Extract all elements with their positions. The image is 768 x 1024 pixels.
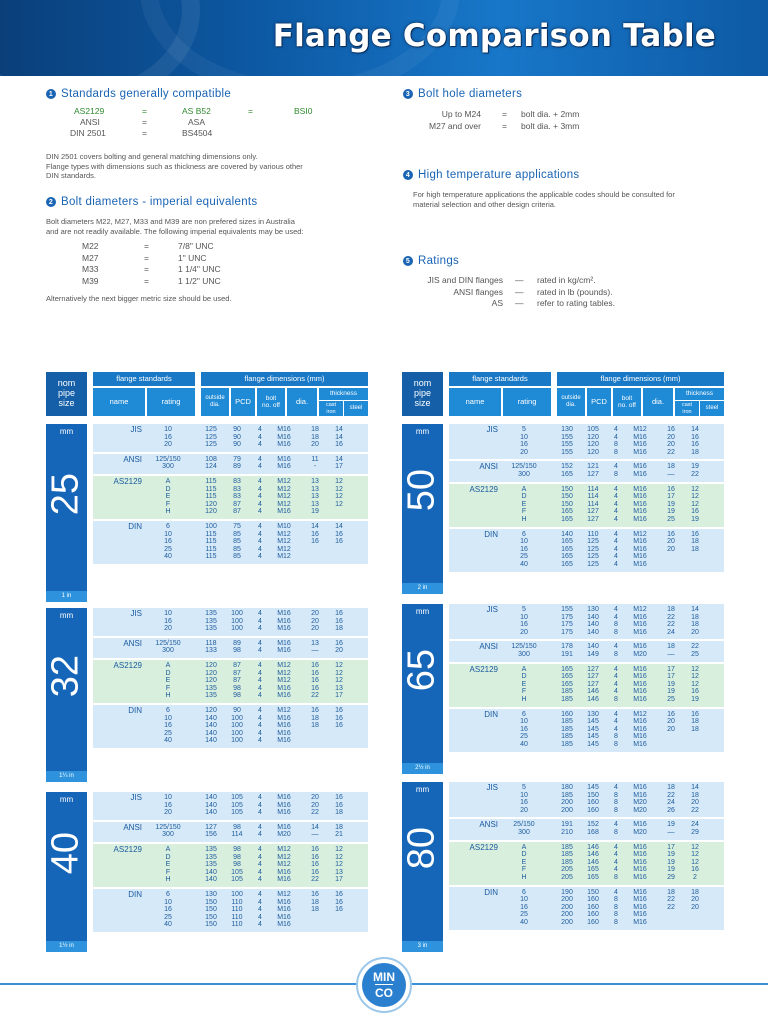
cell-dia: M12 M16 M16 M16 bbox=[633, 426, 647, 456]
unit-label: mm bbox=[59, 427, 74, 436]
cell-pcd: 100 100 100 bbox=[231, 610, 243, 633]
dia-header: dia. bbox=[287, 388, 317, 416]
cell-od: 152 165 bbox=[561, 463, 573, 478]
cell-od: 125 125 125 bbox=[205, 426, 217, 449]
standard-name: DIN bbox=[128, 522, 142, 531]
cell-cast: 17 17 19 19 25 bbox=[667, 665, 675, 703]
cell-dia: M16 M20 bbox=[277, 823, 291, 839]
cell-steel: 12 12 12 13 17 bbox=[335, 846, 343, 884]
standard-group-ansi bbox=[93, 454, 368, 474]
cell-pcd: 130 140 140 140 bbox=[587, 606, 599, 636]
cell-rating: 6 10 16 25 40 bbox=[520, 888, 528, 926]
cell-od: 108 124 bbox=[205, 455, 217, 471]
cell-rating: 125/150 300 bbox=[155, 455, 181, 471]
cell-od: 165 165 165 185 185 bbox=[561, 665, 573, 703]
cell-no: 4 4 4 4 8 bbox=[614, 665, 618, 703]
cell-cast: 20 20 20 bbox=[311, 610, 319, 633]
cell-rating: A D E F H bbox=[165, 662, 171, 700]
cell-dia: M16 M16 bbox=[633, 463, 647, 478]
cell-dia: M16 M16 bbox=[277, 455, 291, 471]
cell-steel: 16 18 18 bbox=[691, 710, 699, 733]
unit-label: mm bbox=[415, 427, 430, 436]
section-number-badge: 5 bbox=[403, 256, 413, 266]
cell-steel: 14 14 16 bbox=[335, 426, 343, 449]
size-block-50 bbox=[402, 424, 724, 594]
cell-dia: M12 M12 M12 M16 M16 bbox=[277, 662, 291, 700]
standard-name: ANSI bbox=[479, 642, 498, 652]
unit-label: mm bbox=[415, 607, 430, 616]
section-title: High temperature applications bbox=[418, 169, 580, 181]
cell-no: 4 4 4 4 4 bbox=[258, 707, 262, 745]
size-block-65 bbox=[402, 604, 724, 774]
cell-steel: 14 16 16 18 bbox=[691, 426, 699, 456]
dia-header: dia. bbox=[643, 388, 673, 416]
size-block-32 bbox=[46, 608, 368, 782]
standard-group-jis bbox=[93, 424, 368, 452]
standard-name: AS2129 bbox=[113, 845, 142, 854]
cell-steel: 12 12 12 16 2 bbox=[691, 843, 699, 881]
cell-steel: 16 16 18 bbox=[335, 794, 343, 817]
cell-steel: 24 29 bbox=[691, 821, 699, 836]
table-header bbox=[402, 372, 724, 416]
standard-group-as2129 bbox=[93, 660, 368, 703]
section-standards bbox=[46, 88, 376, 181]
cell-dia: M16 M16 M16 M16 M16 bbox=[633, 888, 647, 926]
standard-group-jis bbox=[449, 604, 724, 639]
cell-rating: 125/150 300 bbox=[155, 823, 181, 839]
pcd-header: PCD bbox=[587, 388, 611, 416]
cell-steel: 14 17 bbox=[335, 455, 343, 471]
nominal-size-label: 80 bbox=[400, 827, 443, 870]
nominal-size-bar bbox=[46, 424, 87, 602]
cell-steel: 12 12 12 16 19 bbox=[691, 665, 699, 703]
cast-iron-header: cast iron bbox=[319, 401, 343, 416]
standard-name: JIS bbox=[486, 605, 498, 614]
cell-od: 190 200 200 200 200 bbox=[561, 888, 573, 926]
cell-steel: 16 16 16 bbox=[335, 707, 343, 730]
standard-name: DIN bbox=[128, 706, 142, 715]
cell-dia: M12 M16 M16 M16 M16 bbox=[633, 710, 647, 748]
standard-name: JIS bbox=[486, 783, 498, 792]
standard-name: AS2129 bbox=[469, 664, 498, 674]
thickness-header: thickness bbox=[319, 388, 368, 400]
inch-size-label: 1¼ in bbox=[46, 771, 87, 782]
cell-rating: 10 16 20 bbox=[164, 610, 172, 633]
bolt-no-off-header: bolt no. off bbox=[613, 388, 641, 416]
bolt-no-off-header: bolt no. off bbox=[257, 388, 285, 416]
cell-no: 4 8 8 8 bbox=[614, 784, 618, 814]
cell-pcd: 100 110 110 110 110 bbox=[231, 891, 243, 929]
cell-no: 4 4 4 8 8 bbox=[614, 710, 618, 748]
standards-grid: AS2129 = AS B52 = BSI0 ANSI = ASA DIN 2501 = BS4504 bbox=[70, 106, 313, 138]
cell-pcd: 89 98 bbox=[233, 639, 241, 655]
cell-pcd: 130 145 145 145 145 bbox=[587, 710, 599, 748]
cell-no: 4 4 4 4 4 bbox=[258, 846, 262, 884]
section-title: Ratings bbox=[418, 255, 460, 267]
cell-rating: 6 10 16 25 40 bbox=[520, 710, 528, 748]
standard-name: JIS bbox=[130, 425, 142, 434]
section-number-badge: 2 bbox=[46, 197, 56, 207]
cell-no: 4 4 4 4 4 bbox=[614, 485, 618, 523]
cell-cast: 17 19 19 19 29 bbox=[667, 843, 675, 881]
cell-no: 4 4 4 bbox=[258, 426, 262, 449]
cell-no: 4 4 4 4 4 bbox=[258, 478, 262, 516]
cell-rating: A D E F H bbox=[165, 478, 171, 516]
standard-name: DIN bbox=[484, 887, 498, 897]
cell-pcd: 127 127 127 146 146 bbox=[587, 665, 599, 703]
cell-rating: 125/150 300 bbox=[511, 463, 537, 478]
cell-no: 4 4 4 4 4 bbox=[258, 662, 262, 700]
cell-od: 160 185 185 185 185 bbox=[561, 710, 573, 748]
cell-cast: 11 - bbox=[311, 455, 319, 471]
cell-pcd: 140 149 bbox=[587, 643, 599, 658]
cell-dia: M12 M16 M16 M16 bbox=[633, 606, 647, 636]
cell-cast: 19 — bbox=[667, 821, 675, 836]
cell-cast: 13 13 13 13 19 bbox=[311, 478, 319, 516]
cell-steel: 12 12 12 12 bbox=[335, 478, 343, 508]
cell-pcd: 105 105 105 bbox=[231, 794, 243, 817]
standard-name: AS2129 bbox=[469, 842, 498, 852]
nominal-size-label: 32 bbox=[44, 655, 87, 698]
steel-header: steel bbox=[344, 401, 368, 416]
section-title: Bolt diameters - imperial equivalents bbox=[61, 196, 258, 208]
section-bolt-hole: 3 Bolt hole diameters Up to M24 = bolt dia. + 2mm M27 and over = bolt dia. + 3mm bbox=[403, 88, 743, 134]
outside-dia-header: outside dia. bbox=[201, 388, 229, 416]
cell-cast: 14 — bbox=[311, 823, 319, 839]
page-header bbox=[0, 0, 768, 76]
standard-group-ansi bbox=[93, 638, 368, 658]
cell-cast: 13 — bbox=[311, 639, 319, 655]
cell-pcd: 75 85 85 85 85 bbox=[233, 523, 241, 561]
cell-dia: M12 M12 M12 M16 M16 bbox=[277, 846, 291, 884]
standard-group-jis bbox=[93, 608, 368, 636]
nominal-size-label: 65 bbox=[400, 649, 443, 692]
cell-pcd: 121 127 bbox=[587, 463, 599, 478]
cell-pcd: 114 114 114 127 127 bbox=[587, 485, 599, 523]
cell-pcd: 87 87 87 98 98 bbox=[233, 662, 241, 700]
standard-group-din bbox=[449, 529, 724, 572]
cell-rating: 6 10 16 25 40 bbox=[164, 523, 172, 561]
outside-dia-header: outside dia. bbox=[557, 388, 585, 416]
cell-cast: 16 20 20 bbox=[667, 530, 675, 553]
standard-group-din bbox=[93, 705, 368, 748]
table-header bbox=[46, 372, 368, 416]
cell-rating: 10 16 20 bbox=[164, 794, 172, 817]
cell-pcd: 90 90 90 bbox=[233, 426, 241, 449]
cell-dia: M12 M16 M16 M16 M16 bbox=[277, 891, 291, 929]
cell-dia: M12 M16 M16 M16 M16 bbox=[633, 530, 647, 568]
cell-rating: 25/150 300 bbox=[513, 821, 535, 836]
cell-cast: 16 20 20 22 bbox=[667, 426, 675, 456]
cell-no: 4 4 8 8 bbox=[614, 606, 618, 636]
standard-name: ANSI bbox=[123, 638, 142, 648]
section-number-badge: 4 bbox=[403, 170, 413, 180]
cell-no: 4 4 4 bbox=[258, 794, 262, 817]
cell-steel: 14 18 20 22 bbox=[691, 784, 699, 814]
cell-cast: 16 16 16 16 22 bbox=[311, 662, 319, 700]
cell-no: 4 4 4 4 4 bbox=[258, 891, 262, 929]
cell-no: 4 8 bbox=[614, 821, 618, 836]
nominal-size-bar bbox=[46, 792, 87, 952]
standard-group-as2129 bbox=[449, 664, 724, 707]
rating-header: rating bbox=[503, 388, 551, 416]
cell-steel: 16 20 bbox=[335, 639, 343, 655]
cell-rating: A D E F H bbox=[521, 485, 527, 523]
standard-name: ANSI bbox=[123, 454, 142, 464]
section-title: Bolt hole diameters bbox=[418, 88, 523, 100]
cell-od: 191 210 bbox=[561, 821, 573, 836]
cell-od: 120 140 140 140 140 bbox=[205, 707, 217, 745]
section-number-badge: 3 bbox=[403, 89, 413, 99]
standard-name: DIN bbox=[128, 890, 142, 899]
pcd-header: PCD bbox=[231, 388, 255, 416]
standard-group-as2129 bbox=[93, 844, 368, 887]
cell-rating: 10 16 20 bbox=[164, 426, 172, 449]
cast-iron-header: cast iron bbox=[675, 401, 699, 416]
nom-pipe-size-header: nom pipe size bbox=[46, 372, 87, 416]
flange-table-left bbox=[46, 372, 368, 952]
cell-no: 4 4 bbox=[258, 639, 262, 655]
flange-standards-header: flange standards bbox=[449, 372, 551, 386]
standard-group-jis bbox=[449, 782, 724, 817]
cell-dia: M16 M16 M16 M16 M16 bbox=[633, 665, 647, 703]
standard-name: ANSI bbox=[479, 820, 498, 830]
cell-od: 178 191 bbox=[561, 643, 573, 658]
cell-no: 4 4 bbox=[258, 823, 262, 839]
cell-no: 4 4 4 4 4 bbox=[258, 523, 262, 561]
unit-label: mm bbox=[59, 795, 74, 804]
inch-size-label: 3 in bbox=[402, 941, 443, 952]
cell-dia: M16 M20 bbox=[633, 821, 647, 836]
nominal-size-bar bbox=[46, 608, 87, 782]
standard-group-din bbox=[93, 889, 368, 932]
standard-name: AS2129 bbox=[113, 477, 142, 486]
cell-rating: 6 10 16 25 40 bbox=[164, 891, 172, 929]
standard-name: ANSI bbox=[123, 822, 142, 832]
name-header: name bbox=[93, 388, 145, 416]
cell-steel: 12 12 12 13 17 bbox=[335, 662, 343, 700]
section-number-badge: 1 bbox=[46, 89, 56, 99]
cell-rating: 6 10 16 25 40 bbox=[520, 530, 528, 568]
cell-dia: M16 M16 bbox=[277, 639, 291, 655]
cell-pcd: 90 100 100 100 100 bbox=[231, 707, 243, 745]
cell-od: 150 150 150 165 165 bbox=[561, 485, 573, 523]
standard-name: DIN bbox=[484, 529, 498, 539]
cell-no: 4 4 8 8 bbox=[614, 426, 618, 456]
cell-steel: 16 16 16 bbox=[335, 891, 343, 914]
cell-pcd: 98 98 98 105 105 bbox=[231, 846, 243, 884]
cell-steel: 18 21 bbox=[335, 823, 343, 839]
cell-steel: 14 16 16 bbox=[335, 523, 343, 546]
cell-cast: 20 20 22 bbox=[311, 794, 319, 817]
section-title: Standards generally compatible bbox=[61, 88, 232, 100]
standard-group-din bbox=[449, 887, 724, 930]
standard-name: JIS bbox=[130, 793, 142, 802]
standard-name: JIS bbox=[486, 425, 498, 434]
inch-size-label: 2 in bbox=[402, 583, 443, 594]
cell-pcd: 98 114 bbox=[231, 823, 243, 839]
standard-name: ANSI bbox=[479, 462, 498, 472]
standard-group-jis bbox=[93, 792, 368, 820]
cell-no: 4 8 bbox=[614, 643, 618, 658]
cell-pcd: 150 160 160 160 160 bbox=[587, 888, 599, 926]
size-block-25 bbox=[46, 424, 368, 602]
cell-rating: A D E F H bbox=[521, 843, 527, 881]
unit-label: mm bbox=[59, 611, 74, 620]
cell-od: 130 150 150 150 150 bbox=[205, 891, 217, 929]
cell-od: 115 115 115 120 120 bbox=[205, 478, 217, 516]
nominal-size-bar bbox=[402, 782, 443, 952]
cell-pcd: 110 125 125 125 125 bbox=[587, 530, 599, 568]
cell-dia: M16 M16 M16 bbox=[277, 794, 291, 817]
cell-rating: 6 10 16 25 40 bbox=[164, 707, 172, 745]
cell-pcd: 83 83 83 87 87 bbox=[233, 478, 241, 516]
thickness-header: thickness bbox=[675, 388, 724, 400]
standard-group-as2129 bbox=[449, 842, 724, 885]
standard-name: DIN bbox=[484, 709, 498, 719]
cell-cast: 16 18 18 bbox=[311, 707, 319, 730]
steel-header: steel bbox=[700, 401, 724, 416]
inch-size-label: 1 in bbox=[46, 591, 87, 602]
cell-no: 4 4 4 bbox=[258, 610, 262, 633]
size-block-80 bbox=[402, 782, 724, 952]
cell-steel: 16 18 18 bbox=[691, 530, 699, 553]
standard-group-jis bbox=[449, 424, 724, 459]
name-header: name bbox=[449, 388, 501, 416]
cell-no: 4 4 bbox=[258, 455, 262, 471]
cell-dia: M16 M16 M16 M16 M16 bbox=[633, 843, 647, 881]
cell-cast: 16 20 20 bbox=[667, 710, 675, 733]
cell-steel: 12 12 12 16 19 bbox=[691, 485, 699, 523]
flange-dimensions-header: flange dimensions (mm) bbox=[201, 372, 368, 386]
page-title: Flange Comparison Table bbox=[272, 18, 716, 54]
standard-group-ansi bbox=[93, 822, 368, 842]
section-ratings: 5 Ratings JIS and DIN flanges — rated in kg/cm². ANSI flanges — rated in lb (pounds). AS — refer to rating tables. bbox=[403, 255, 743, 311]
inch-size-label: 1½ in bbox=[46, 941, 87, 952]
cell-od: 185 185 185 205 205 bbox=[561, 843, 573, 881]
cell-rating: 5 10 16 20 bbox=[520, 606, 528, 636]
standard-name: AS2129 bbox=[469, 484, 498, 494]
cell-steel: 22 25 bbox=[691, 643, 699, 658]
cell-steel: 16 16 18 bbox=[335, 610, 343, 633]
standard-group-ansi bbox=[449, 461, 724, 481]
standard-group-ansi bbox=[449, 641, 724, 661]
cell-cast: 18 22 24 26 bbox=[667, 784, 675, 814]
cell-rating: 125/150 300 bbox=[155, 639, 181, 655]
cell-dia: M16 M20 bbox=[633, 643, 647, 658]
cell-cast: 18 — bbox=[667, 463, 675, 478]
cell-dia: M16 M16 M16 bbox=[277, 426, 291, 449]
size-block-40 bbox=[46, 792, 368, 952]
cell-rating: A D E F H bbox=[521, 665, 527, 703]
nominal-size-bar bbox=[402, 604, 443, 774]
cell-od: 130 155 155 155 bbox=[561, 426, 573, 456]
cell-cast: 16 17 19 19 25 bbox=[667, 485, 675, 523]
cell-dia: M10 M12 M12 M12 M12 bbox=[277, 523, 291, 561]
standard-name: AS2129 bbox=[113, 661, 142, 670]
cell-dia: M12 M12 M12 M12 M16 bbox=[277, 478, 291, 516]
nominal-size-label: 25 bbox=[44, 473, 87, 516]
cell-no: 4 8 bbox=[614, 463, 618, 478]
cell-cast: 18 18 20 bbox=[311, 426, 319, 449]
cell-cast: 16 18 18 bbox=[311, 891, 319, 914]
unit-label: mm bbox=[415, 785, 430, 794]
cell-dia: M16 M16 M16 bbox=[277, 610, 291, 633]
cell-rating: 125/150 300 bbox=[511, 643, 537, 658]
cell-pcd: 145 150 160 160 bbox=[587, 784, 599, 814]
cell-od: 140 140 140 bbox=[205, 794, 217, 817]
rating-header: rating bbox=[147, 388, 195, 416]
cell-od: 100 115 115 115 115 bbox=[205, 523, 217, 561]
section-bolt-diameters: 2 Bolt diameters - imperial equivalents Bolt diameters M22, M27, M33 and M39 are non prefered sizes in Australia and are not readily available. The following imperial equivalents may be used: M22 = 7/8" UNC M27 = 1" UNC M33 = 1 1/4" UNC M39 = 1 1/2" UNC Alternatively the next bigger metric size should be used. bbox=[46, 196, 376, 304]
cell-od: 135 135 135 bbox=[205, 610, 217, 633]
cell-rating: 5 10 16 20 bbox=[520, 784, 528, 814]
cell-od: 127 156 bbox=[205, 823, 217, 839]
cell-pcd: 105 120 120 120 bbox=[587, 426, 599, 456]
cell-pcd: 146 146 146 165 165 bbox=[587, 843, 599, 881]
cell-pcd: 152 168 bbox=[587, 821, 599, 836]
cell-od: 118 133 bbox=[205, 639, 217, 655]
cell-no: 4 8 8 8 8 bbox=[614, 888, 618, 926]
cell-cast: 18 22 22 24 bbox=[667, 606, 675, 636]
standard-group-ansi bbox=[449, 819, 724, 839]
cell-steel: 19 22 bbox=[691, 463, 699, 478]
standard-group-as2129 bbox=[93, 476, 368, 519]
section-high-temperature: 4 High temperature applications For high temperature applications the applicable codes should be consulted for material selection and other design criteria. bbox=[403, 169, 743, 209]
cell-dia: M16 M16 M20 M20 bbox=[633, 784, 647, 814]
cell-no: 4 4 4 4 8 bbox=[614, 843, 618, 881]
cell-rating: A D E F H bbox=[165, 846, 171, 884]
nominal-size-label: 50 bbox=[400, 469, 443, 512]
cell-od: 120 120 120 135 135 bbox=[205, 662, 217, 700]
standard-name: JIS bbox=[130, 609, 142, 618]
standards-note: DIN 2501 covers bolting and general matching dimensions only. Flange types with dimensions such as thickness are covered by various other DIN standards. bbox=[46, 152, 303, 180]
minco-logo: MIN CO bbox=[362, 963, 406, 1007]
cell-cast: 16 16 16 16 22 bbox=[311, 846, 319, 884]
nom-pipe-size-header: nom pipe size bbox=[402, 372, 443, 416]
imperial-equivalents: M22 = 7/8" UNC M27 = 1" UNC M33 = 1 1/4" UNC M39 = 1 1/2" UNC bbox=[82, 241, 221, 286]
cell-dia: M16 M16 M16 M16 M16 bbox=[633, 485, 647, 523]
flange-dimensions-header: flange dimensions (mm) bbox=[557, 372, 724, 386]
cell-dia: M12 M16 M16 M16 M16 bbox=[277, 707, 291, 745]
cell-cast: 18 — bbox=[667, 643, 675, 658]
standard-group-as2129 bbox=[449, 484, 724, 527]
cell-no: 4 4 4 4 4 bbox=[614, 530, 618, 568]
cell-steel: 14 18 18 20 bbox=[691, 606, 699, 636]
cell-pcd: 79 89 bbox=[233, 455, 241, 471]
cell-od: 140 165 165 165 165 bbox=[561, 530, 573, 568]
nominal-size-label: 40 bbox=[44, 832, 87, 875]
cell-od: 135 135 135 140 140 bbox=[205, 846, 217, 884]
flange-standards-header: flange standards bbox=[93, 372, 195, 386]
cell-rating: 5 10 16 20 bbox=[520, 426, 528, 456]
standard-group-din bbox=[93, 521, 368, 564]
cell-cast: 14 16 16 bbox=[311, 523, 319, 546]
nominal-size-bar bbox=[402, 424, 443, 594]
inch-size-label: 2½ in bbox=[402, 763, 443, 774]
cell-od: 155 175 175 175 bbox=[561, 606, 573, 636]
cell-steel: 18 20 20 bbox=[691, 888, 699, 911]
cell-cast: 18 22 22 bbox=[667, 888, 675, 911]
standard-group-din bbox=[449, 709, 724, 752]
cell-od: 180 185 200 200 bbox=[561, 784, 573, 814]
flange-table-right bbox=[402, 372, 724, 952]
